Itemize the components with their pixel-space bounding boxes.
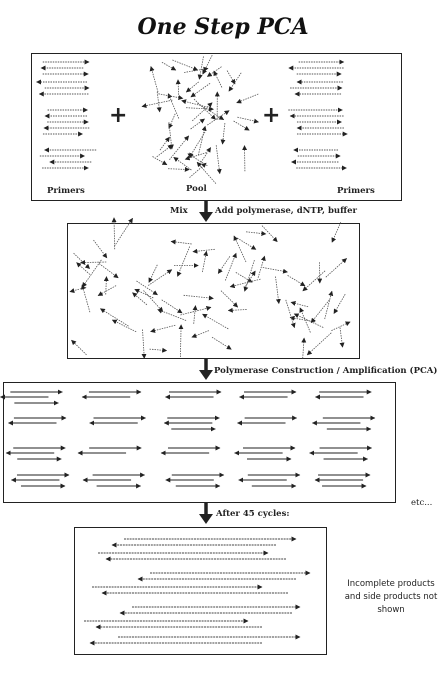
oligo-fragment	[180, 307, 211, 315]
oligo-fragment	[144, 291, 163, 312]
oligo-fragment	[151, 67, 158, 93]
oligo-fragment	[236, 272, 252, 282]
flow-arrow-2	[199, 359, 213, 380]
oligo-fragment	[288, 275, 305, 286]
oligo-fragment	[184, 295, 214, 298]
plus-sign-left: +	[109, 103, 128, 128]
duplex-group	[0, 392, 374, 486]
oligo-fragment	[178, 247, 190, 277]
oligo-fragment	[294, 314, 323, 328]
oligo-fragment	[227, 71, 235, 84]
oligo-fragment	[291, 302, 308, 306]
oligo-fragment	[192, 103, 212, 121]
oligo-fragment	[228, 310, 246, 311]
oligo-fragment	[137, 281, 158, 295]
oligo-fragment	[180, 325, 181, 357]
oligo-fragment	[237, 94, 259, 103]
oligo-fragment	[94, 240, 107, 258]
oligo-fragment	[174, 157, 192, 170]
primers-left-group	[37, 62, 97, 168]
products-group	[84, 539, 310, 643]
oligo-fragment	[230, 279, 260, 287]
oligo-fragment	[186, 82, 198, 92]
oligo-fragment	[258, 256, 265, 278]
oligo-fragment	[207, 111, 229, 126]
oligo-fragment	[325, 291, 332, 319]
add-polymerase-label: Add polymerase, dNTP, buffer	[215, 206, 357, 216]
oligo-fragment	[143, 330, 145, 359]
oligo-fragment	[303, 271, 325, 291]
etc-label: etc...	[411, 498, 433, 508]
oligo-fragment	[237, 238, 256, 250]
oligo-fragment	[334, 294, 345, 313]
oligo-fragment	[340, 328, 343, 348]
oligo-fragment	[149, 265, 157, 283]
oligo-fragment	[214, 71, 222, 87]
flow-arrow-1	[199, 201, 213, 222]
oligo-fragment	[151, 325, 176, 331]
oligo-fragment	[99, 264, 118, 278]
oligo-fragment	[74, 253, 90, 269]
oligo-fragment	[77, 263, 90, 275]
mix-label: Mix	[170, 206, 188, 216]
oligo-fragment	[168, 94, 179, 119]
primers-right-label: Primers	[337, 186, 375, 196]
oligo-fragment	[331, 322, 350, 331]
primers-left-label: Primers	[47, 186, 85, 196]
diagram-title: One Step PCA	[137, 14, 309, 40]
oligo-fragment	[157, 92, 160, 112]
oligo-fragment	[201, 148, 211, 163]
pool-label: Pool	[186, 184, 207, 194]
oligo-fragment	[307, 333, 331, 355]
oligo-fragment	[182, 101, 211, 108]
oligo-fragment	[172, 60, 197, 70]
oligo-fragment	[171, 241, 192, 244]
oligo-fragment	[197, 103, 223, 120]
oligo-fragment	[234, 121, 250, 130]
oligo-fragment	[148, 270, 172, 286]
oligo-fragment	[100, 309, 128, 326]
oligo-fragment	[194, 306, 196, 324]
cycles-label: After 45 cycles:	[216, 509, 290, 519]
oligo-fragment	[153, 157, 167, 165]
oligo-fragment	[203, 55, 213, 74]
oligo-fragment	[114, 218, 132, 246]
oligo-fragment	[169, 114, 175, 129]
oligo-fragment	[263, 268, 288, 273]
note-line-2: and side products not shown	[344, 592, 438, 615]
oligo-fragment	[203, 314, 229, 329]
oligo-fragment	[286, 300, 295, 328]
oligo-fragment	[237, 117, 258, 122]
oligo-fragment	[158, 94, 183, 99]
oligo-fragment	[98, 286, 116, 296]
oligo-fragment	[168, 169, 189, 170]
oligo-fragment	[225, 253, 236, 280]
oligo-fragment	[169, 122, 172, 149]
oligo-fragment	[178, 80, 179, 98]
oligo-fragment	[106, 277, 107, 295]
oligo-fragment	[114, 218, 115, 249]
oligo-fragment	[191, 83, 210, 97]
oligo-fragment	[245, 260, 255, 291]
oligo-fragment	[72, 340, 87, 355]
oligo-fragment	[303, 338, 304, 358]
oligo-fragment	[223, 123, 225, 144]
mixed-fragments-group	[70, 218, 350, 359]
oligo-fragment	[190, 163, 207, 178]
oligo-fragment	[199, 56, 203, 79]
oligo-fragment	[112, 320, 136, 332]
oligo-fragment	[216, 145, 220, 173]
oligo-fragment	[202, 251, 206, 272]
oligo-fragment	[81, 262, 107, 263]
oligo-fragment	[212, 337, 231, 349]
oligo-fragment	[82, 285, 90, 312]
oligo-fragment	[221, 291, 238, 307]
flow-arrow-3	[199, 503, 213, 524]
oligo-fragment	[133, 293, 147, 305]
oligo-fragment	[332, 222, 341, 242]
oligo-fragment	[189, 132, 205, 158]
oligo-fragment	[246, 232, 266, 234]
oligo-fragment	[192, 331, 209, 338]
oligo-fragment	[169, 136, 188, 160]
oligo-fragment	[193, 249, 215, 251]
oligo-fragment	[160, 137, 170, 150]
primers-right-group	[288, 62, 347, 168]
oligo-fragment	[326, 258, 347, 277]
plus-sign-right: +	[262, 103, 281, 128]
oligo-fragment	[218, 256, 230, 273]
oligo-fragment	[157, 145, 173, 157]
oligo-fragment	[142, 100, 172, 106]
note-line-1: Incomplete products	[347, 579, 435, 589]
oligo-fragment	[229, 73, 241, 91]
oligo-fragment	[162, 300, 182, 313]
oligo-fragment	[300, 308, 310, 333]
oligo-fragment	[207, 67, 221, 77]
pool-fragments-group	[142, 55, 259, 183]
oligo-fragment	[162, 62, 176, 70]
oligo-fragment	[276, 277, 279, 304]
pca-step-label: Polymerase Construction / Amplification (PCA)	[214, 366, 438, 376]
oligo-fragment	[150, 349, 167, 351]
